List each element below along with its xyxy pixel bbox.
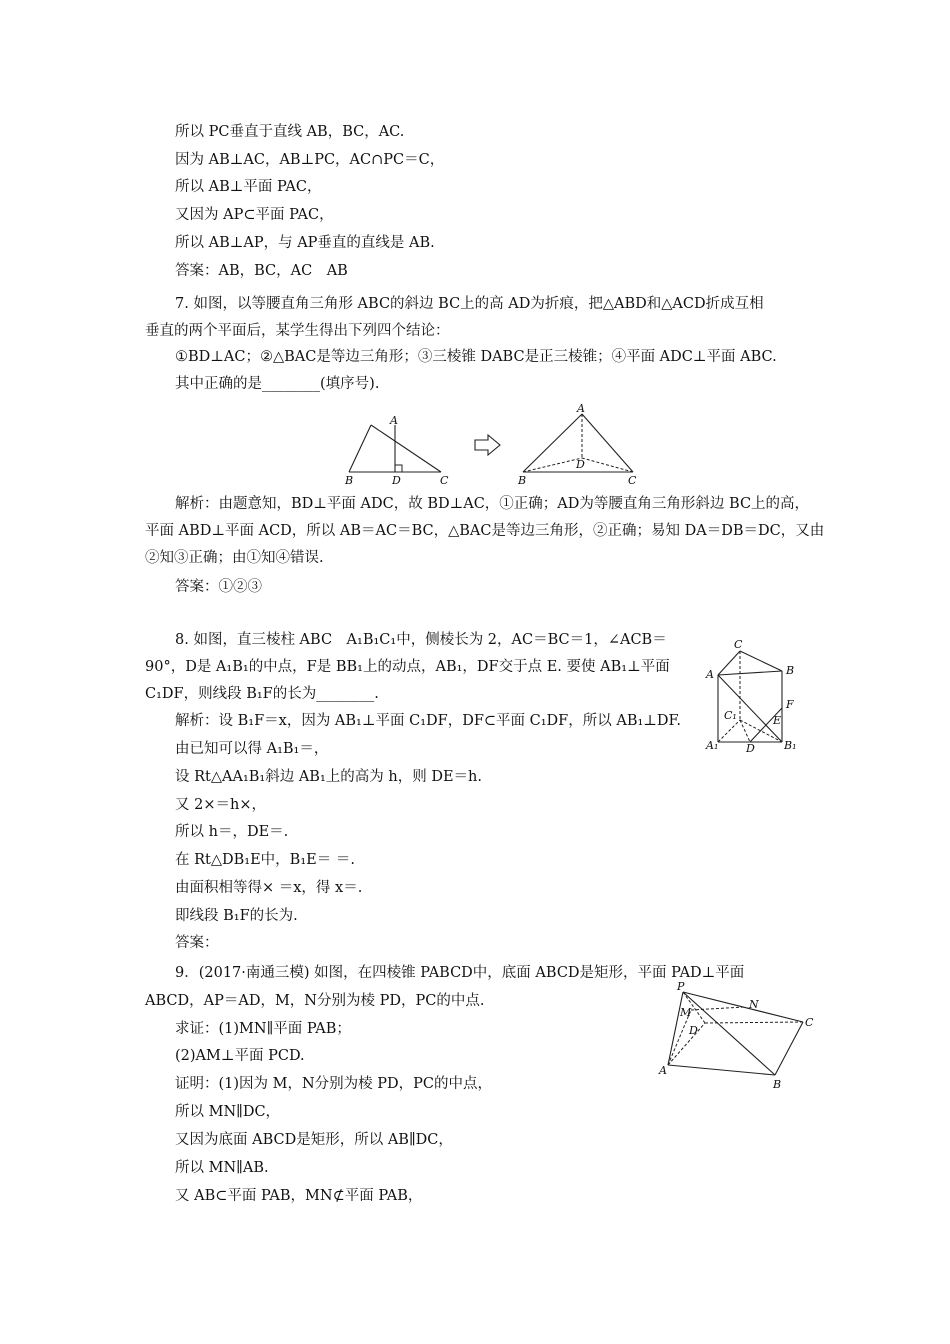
problem-7-text: 7. 如图，以等腰直角三角形 ABC的斜边 BC上的高 AD为折痕，把△ABD和△ACD折成互相 [175, 296, 764, 312]
problem-7-conclusions: ①BD⊥AC；②△BAC是等边三角形；③三棱锥 DABC是正三棱锥；④平面 ADC⊥平面 ABC. [175, 349, 777, 365]
proof-9-text: 又 AB⊂平面 PAB，MN⊄平面 PAB， [175, 1188, 423, 1204]
figure-label: M [680, 1006, 692, 1019]
problem-9-text: 9．(2017·南通三模) 如图，在四棱锥 PABCD中，底面 ABCD是矩形，平面 PAD⊥平面 [175, 965, 745, 981]
figure-label: C [805, 1016, 814, 1029]
solution-8-text: 所以 h＝，DE＝. [175, 824, 289, 840]
figure-label: N [749, 998, 759, 1011]
figure-label: B [786, 664, 795, 677]
proof-9-text: 所以 MN∥AB. [175, 1160, 269, 1176]
figure-label: B [773, 1078, 782, 1091]
proof-9-text: 证明：(1)因为 M，N分别为棱 PD，PC的中点， [175, 1076, 493, 1092]
problem-8-figure-labels [700, 636, 810, 754]
answer-line: 答案：AB，BC，AC AB [175, 263, 348, 279]
figure-label: E [773, 714, 782, 727]
text-line: 所以 PC垂直于直线 AB，BC，AC. [175, 124, 405, 140]
text-line: 因为 AB⊥AC，AB⊥PC，AC∩PC＝C， [175, 152, 445, 168]
solution-8-text: 由已知可以得 A₁B₁＝， [175, 741, 329, 757]
figure-label: A₁ [706, 739, 719, 752]
problem-7-question: 其中正确的是________(填序号). [175, 376, 380, 392]
problem-8-text: 8. 如图，直三棱柱 ABC A₁B₁C₁中，侧棱长为 2，AC＝BC＝1，∠ACB＝ [175, 632, 667, 648]
problem-7-text: 垂直的两个平面后，某学生得出下列四个结论： [145, 323, 450, 339]
solution-8-text: 由面积相等得× ＝x，得 x＝. [175, 880, 363, 896]
solution-7-text: ②知③正确；由①知④错误. [145, 550, 324, 566]
figure-label: A [706, 668, 714, 681]
text-line: 所以 AB⊥平面 PAC， [175, 179, 322, 195]
problem-9-figure-labels [655, 980, 825, 1100]
text-line: 又因为 AP⊂平面 PAC， [175, 207, 334, 223]
figure-label: D [689, 1024, 698, 1037]
figure-label: B [345, 474, 354, 487]
figure-label: B₁ [784, 739, 797, 752]
problem-9-text: ABCD，AP＝AD，M，N分别为棱 PD，PC的中点. [145, 993, 485, 1009]
solution-8-text: 即线段 B₁F的长为. [175, 908, 298, 924]
answer-8: 答案： [175, 935, 219, 951]
problem-9-claim: (2)AM⊥平面 PCD. [175, 1048, 305, 1064]
solution-8-text: 又 2×＝h×， [175, 797, 266, 813]
solution-8-text: 设 Rt△AA₁B₁斜边 AB₁上的高为 h，则 DE＝h. [175, 769, 482, 785]
figure-label: A [390, 414, 398, 427]
problem-8-text: C₁DF，则线段 B₁F的长为________. [145, 686, 379, 702]
answer-7: 答案：①②③ [175, 579, 262, 595]
proof-9-text: 又因为底面 ABCD是矩形，所以 AB∥DC， [175, 1132, 453, 1148]
figure-label: D [392, 474, 401, 487]
problem-9-claim: 求证：(1)MN∥平面 PAB； [175, 1021, 351, 1037]
solution-8-text: 解析：设 B₁F＝x，因为 AB₁⊥平面 C₁DF，DF⊂平面 C₁DF，所以 AB₁⊥DF. [175, 713, 681, 729]
figure-label: D [576, 458, 585, 471]
figure-label: C [440, 474, 449, 487]
figure-label: B [518, 474, 527, 487]
figure-label: C₁ [724, 709, 737, 722]
problem-8-text: 90°，D是 A₁B₁的中点，F是 BB₁上的动点，AB₁，DF交于点 E. 要使 AB₁⊥平面 [145, 659, 670, 675]
figure-label: D [746, 742, 755, 755]
figure-label: P [677, 980, 685, 993]
text-line: 所以 AB⊥AP，与 AP垂直的直线是 AB. [175, 235, 435, 251]
solution-8-text: 在 Rt△DB₁E中，B₁E＝ ＝. [175, 852, 355, 868]
solution-7-text: 平面 ABD⊥平面 ACD，所以 AB＝AC＝BC，△BAC是等边三角形，②正确；易知 DA＝DB＝DC，又由 [145, 523, 825, 539]
figure-label: C [628, 474, 637, 487]
solution-7-text: 解析：由题意知，BD⊥平面 ADC，故 BD⊥AC，①正确；AD为等腰直角三角形斜边 BC上的高， [175, 496, 810, 512]
problem-7-figure-labels [340, 400, 640, 492]
figure-label: C [734, 638, 743, 651]
figure-label: A [659, 1064, 667, 1077]
figure-label: F [786, 698, 794, 711]
proof-9-text: 所以 MN∥DC， [175, 1104, 281, 1120]
figure-label: A [577, 402, 585, 415]
